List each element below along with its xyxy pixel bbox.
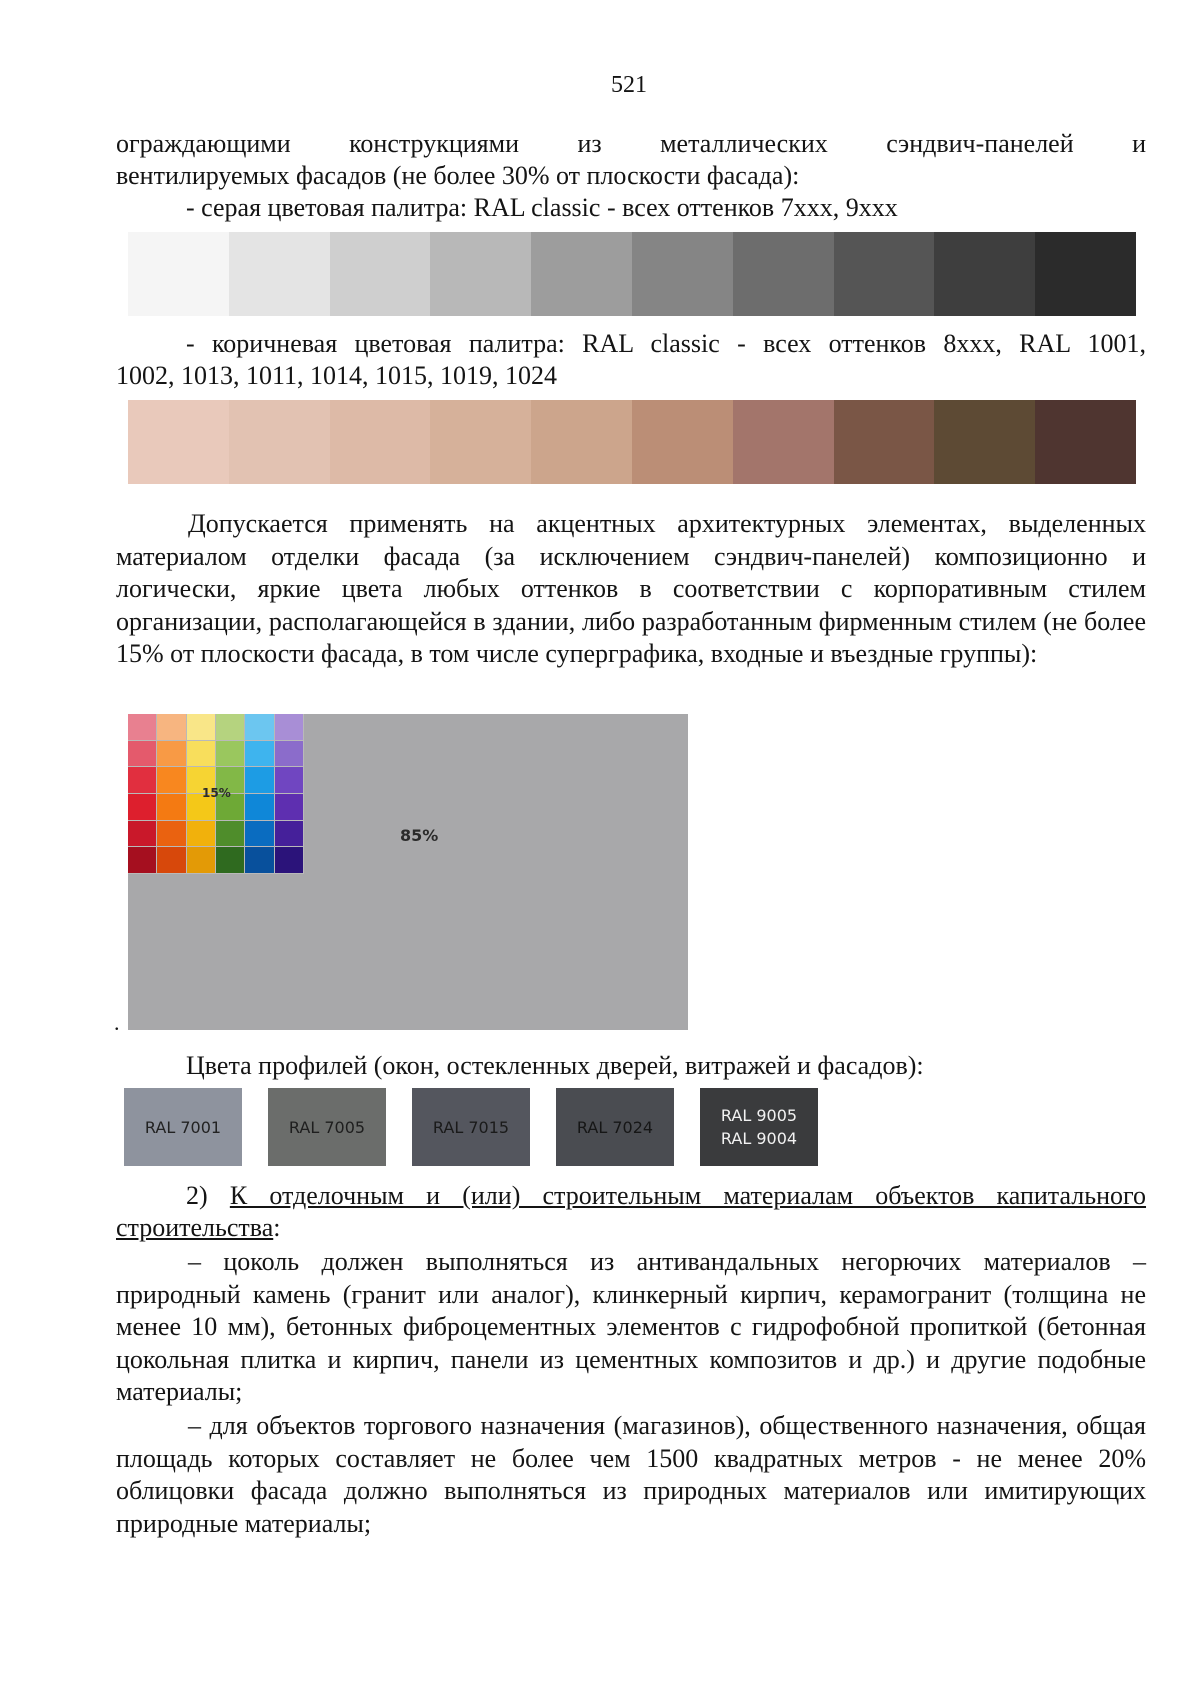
accent-color-cell bbox=[157, 847, 186, 874]
bullet-natural-materials: – для объектов торгового назначения (магазинов), общественного назначения, общая площадь которых составляет не более чем 1500 квадратных метров - не менее 20% облицовки фасада должно выполняться из природных материалов или имитирующих природные материалы; bbox=[116, 1411, 1146, 1538]
accent-color-cell bbox=[245, 794, 274, 821]
accent-color-cell bbox=[275, 794, 304, 821]
accent-color-cell bbox=[275, 741, 304, 768]
section-2-title-line-2: строительства bbox=[116, 1213, 274, 1242]
profiles-caption: Цвета профилей (окон, остекленных дверей, витражей и фасадов): bbox=[186, 1051, 924, 1080]
brown-palette-swatch bbox=[128, 400, 229, 484]
accent-color-cell bbox=[245, 741, 274, 768]
brown-palette-swatch bbox=[934, 400, 1035, 484]
accent-color-cell bbox=[128, 821, 157, 848]
page-number: 521 bbox=[611, 72, 647, 98]
gray-palette-swatch bbox=[531, 232, 632, 316]
profile-color-label: RAL 9004 bbox=[720, 1129, 798, 1148]
accent-percent-label: 15% bbox=[202, 786, 231, 800]
accent-color-cell bbox=[216, 847, 245, 874]
accent-color-cell bbox=[157, 794, 186, 821]
profile-color-label: RAL 7001 bbox=[144, 1117, 222, 1137]
accent-color-cell bbox=[128, 714, 157, 741]
gray-palette-swatch bbox=[128, 232, 229, 316]
gray-palette-swatch bbox=[834, 232, 935, 316]
profile-color-label: RAL 7024 bbox=[576, 1117, 654, 1137]
accent-color-cell bbox=[187, 714, 216, 741]
brown-palette-swatch bbox=[1035, 400, 1136, 484]
accent-color-cell bbox=[187, 741, 216, 768]
profile-color-swatch bbox=[268, 1088, 386, 1166]
brown-palette-swatch bbox=[632, 400, 733, 484]
profile-color-label: RAL 7005 bbox=[288, 1117, 366, 1137]
brown-palette-swatch bbox=[531, 400, 632, 484]
accent-color-cell bbox=[275, 714, 304, 741]
accent-paragraph: Допускается применять на акцентных архитектурных элементах, выделенных материалом отделки фасада (за исключением сэндвич-панелей) композиционно и логически, яркие цвета любых оттенков в соответствии с корпоративным стилем организации, располагающейся в здании, либо разработанным фирменным стилем (не более 15% от плоскости фасада, в том числе суперграфика, входные и въездные группы): bbox=[116, 509, 1146, 668]
accent-color-cell bbox=[157, 821, 186, 848]
profile-color-swatch bbox=[700, 1088, 818, 1166]
brown-palette-swatch bbox=[229, 400, 330, 484]
brown-palette-swatch bbox=[834, 400, 935, 484]
brown-palette-caption-line-1: - коричневая цветовая палитра: RAL classic - всех оттенков 8xxx, RAL 1001, bbox=[186, 329, 1146, 358]
accent-color-cell bbox=[275, 847, 304, 874]
accent-color-cell bbox=[216, 714, 245, 741]
accent-color-cell bbox=[275, 821, 304, 848]
gray-palette-swatch bbox=[733, 232, 834, 316]
gray-palette-swatch bbox=[934, 232, 1035, 316]
gray-palette-swatch bbox=[632, 232, 733, 316]
section-2-heading-line-2 bbox=[116, 1212, 1146, 1245]
accent-color-cell bbox=[275, 767, 304, 794]
brown-palette bbox=[128, 400, 1136, 484]
section-2-title-line-1: К отделочным и (или) строительным материалам объектов капитального bbox=[229, 1181, 1147, 1210]
accent-color-cell bbox=[245, 767, 274, 794]
accent-color-cell bbox=[128, 741, 157, 768]
gray-palette-swatch bbox=[430, 232, 531, 316]
accent-color-cell bbox=[128, 767, 157, 794]
intro-line-1: ограждающими конструкциями из металлических сэндвич-панелей и bbox=[116, 129, 1146, 158]
accent-color-cell bbox=[187, 847, 216, 874]
brown-palette-swatch bbox=[430, 400, 531, 484]
gray-palette-swatch bbox=[330, 232, 431, 316]
gray-palette-caption: - серая цветовая палитра: RAL classic - всех оттенков 7xxx, 9xxx bbox=[186, 193, 898, 222]
accent-color-cell bbox=[245, 847, 274, 874]
profile-color-swatch bbox=[556, 1088, 674, 1166]
profile-color-swatch bbox=[124, 1088, 242, 1166]
profile-color-swatch bbox=[412, 1088, 530, 1166]
accent-color-cell bbox=[187, 821, 216, 848]
gray-palette-swatch bbox=[229, 232, 330, 316]
brown-palette-swatch bbox=[330, 400, 431, 484]
facade-proportion-diagram bbox=[128, 714, 688, 1030]
gray-palette bbox=[128, 232, 1136, 316]
accent-color-cell bbox=[216, 741, 245, 768]
profile-color-label: RAL 9005 bbox=[720, 1106, 798, 1125]
intro-line-2: вентилируемых фасадов (не более 30% от плоскости фасада): bbox=[116, 161, 800, 190]
section-2-colon: : bbox=[273, 1213, 281, 1242]
accent-color-cell bbox=[157, 741, 186, 768]
gray-palette-swatch bbox=[1035, 232, 1136, 316]
accent-color-cell bbox=[216, 821, 245, 848]
brown-palette-caption-line-2: 1002, 1013, 1011, 1014, 1015, 1019, 1024 bbox=[116, 361, 558, 390]
brown-palette-swatch bbox=[733, 400, 834, 484]
accent-color-cell bbox=[128, 794, 157, 821]
profile-color-label: RAL 7015 bbox=[432, 1117, 510, 1137]
accent-color-cell bbox=[157, 714, 186, 741]
section-2-heading-line-1 bbox=[186, 1180, 1146, 1213]
accent-color-cell bbox=[245, 821, 274, 848]
accent-color-cell bbox=[157, 767, 186, 794]
bullet-plinth-materials: – цоколь должен выполняться из антивандальных негорючих материалов – природный камень (гранит или аналог), клинкерный кирпич, керамогранит (толщина не менее 10 мм), бетонных фиброцементных элементов с гидрофобной пропиткой (бетонная цокольная плитка и кирпич, панели из цементных композитов и др.) и другие подобные материалы; bbox=[116, 1247, 1146, 1406]
accent-color-cell bbox=[128, 847, 157, 874]
base-percent-label: 85% bbox=[400, 826, 439, 845]
accent-color-cell bbox=[245, 714, 274, 741]
stray-dot: . bbox=[114, 1010, 120, 1035]
section-2-number: 2) bbox=[186, 1181, 208, 1210]
